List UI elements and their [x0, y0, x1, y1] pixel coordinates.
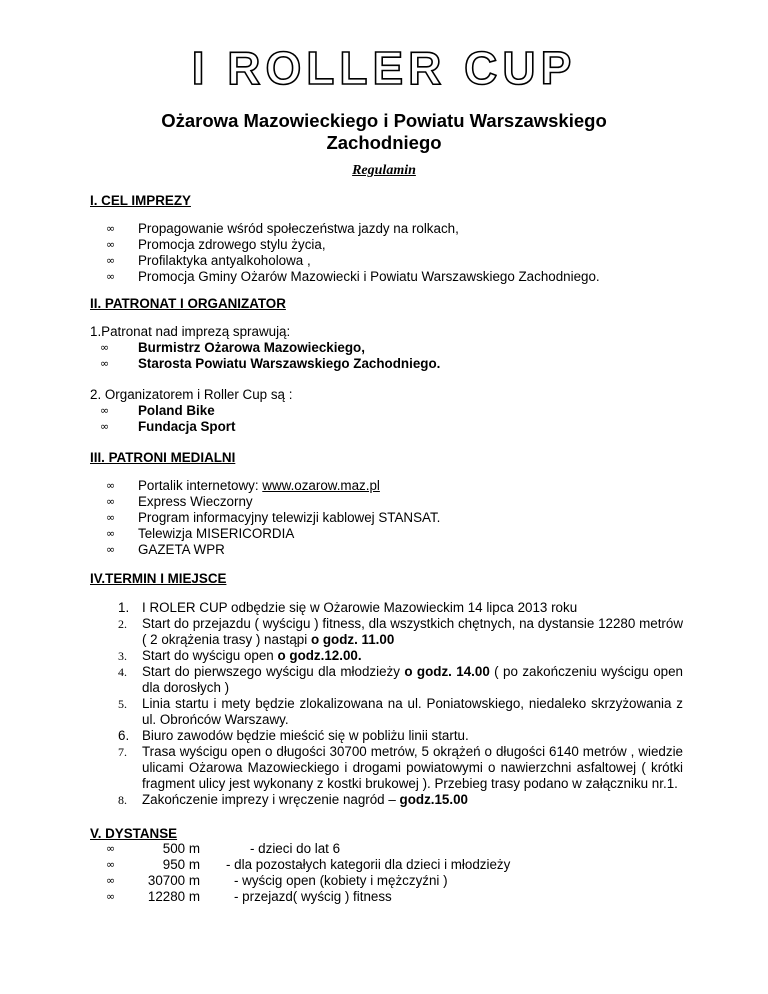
infinity-bullet-icon: ∞ [100, 420, 110, 433]
list-item: ∞ Propagowanie wśród społeczeństwa jazdy na rolkach, [106, 221, 459, 236]
list-item: ∞ Express Wieczorny [106, 494, 253, 509]
section-media-title: III. PATRONI MEDIALNI [90, 450, 236, 465]
infinity-bullet-icon: ∞ [100, 341, 110, 354]
subtitle-line-2: Zachodniego [326, 132, 442, 153]
list-item: 3. Start do wyścigu open o godz.12.00. [118, 648, 362, 663]
infinity-bullet-icon: ∞ [106, 254, 116, 267]
list-item: ∞ GAZETA WPR [106, 542, 225, 557]
infinity-bullet-icon: ∞ [106, 238, 116, 251]
list-item: ∞ Telewizja MISERICORDIA [106, 526, 295, 541]
infinity-bullet-icon: ∞ [106, 858, 116, 871]
infinity-bullet-icon: ∞ [100, 404, 110, 417]
list-item: 7. Trasa wyścigu open o długości 30700 metrów, 5 okrążeń o długości 6140 metrów , wiedzie ulicami Ożarowa Mazowieckiego i drogami powiatowymi o nawierzchni asfaltowej ( krótki fragment ulicy jest wykonany z kostki brukowej ). Przebieg trasy podano w załączniku nr.1. [118, 744, 683, 791]
list-item: ∞ Poland Bike [100, 403, 215, 418]
list-item: ∞ Burmistrz Ożarowa Mazowieckiego, [100, 340, 365, 355]
cel-list [106, 221, 600, 285]
list-item: 6. Biuro zawodów będzie mieścić się w pobliżu linii startu. [118, 728, 469, 743]
roller-cup-logo [0, 46, 768, 92]
list-item: 2. Start do przejazdu ( wyścigu ) fitness, dla wszystkich chętnych, na dystansie 12280 metrów ( 2 okrążenia trasy ) nastąpi o godz. 11.00 [118, 616, 683, 647]
organizers-list [100, 403, 235, 435]
patronat-intro: 1.Patronat nad imprezą sprawują: [90, 324, 291, 339]
infinity-bullet-icon: ∞ [106, 222, 116, 235]
infinity-bullet-icon: ∞ [106, 527, 116, 540]
section-termin-title: IV.TERMIN I MIEJSCE [90, 571, 227, 586]
regulamin-heading: Regulamin [352, 163, 416, 178]
section-cel-title: I. CEL IMPREZY [90, 193, 191, 208]
list-item: ∞ Starosta Powiatu Warszawskiego Zachodniego. [100, 356, 441, 371]
infinity-bullet-icon: ∞ [106, 511, 116, 524]
list-item: ∞ Program informacyjny telewizji kablowej STANSAT. [106, 510, 441, 525]
infinity-bullet-icon: ∞ [106, 543, 116, 556]
list-item: 5. Linia startu i mety będzie zlokalizowana na ul. Poniatowskiego, niedaleko skrzyżowania z ul. Obrońców Warszawy. [118, 696, 683, 727]
document-page: I ROLLER CUP Ożarowa Mazowieckiego i Powiatu Warszawskiego Zachodniego Regulamin I. CEL IMPREZY ∞ Propagowanie wśród społeczeństwa jazdy na rolkach, ∞ Promocja zdrowego stylu życia, ∞ Profilaktyka antyalkoholowa , ∞ Promocja Gminy Ożarów Mazowiecki i Powiatu Warszawskiego Zachodniego. II. PATRONAT I ORGANIZATOR 1.Patronat nad imprezą sprawują: ∞ Burmistrz Ożarowa Mazowieckiego, ∞ Starosta Powiatu Warszawskiego Zachodniego. 2. Organizatorem i Roller Cup są : ∞ Poland Bike ∞ Fundacja Sport III. PATRONI MEDIALNI ∞ Portalik internetowy: www.ozarow.maz.pl ∞ Express Wieczorny ∞ Program informacyjny telewizji kablowej STANSAT. ∞ Telewizja MISERICORDIA ∞ GAZETA WPR IV.TERMIN I MIEJSCE 1. I ROLER CUP odbędzie się w Ożarowie Mazowieckim 14 lipca 2013 roku 2. Start do przejazdu ( wyścigu ) fitness, dla wszystkich chętnych, na dystansie 12280 metrów ( 2 okrążenia trasy ) nastąpi o godz. 11.00 3. Start do wyścigu open o godz.12.00. 4. Start do pierwszego wyścigu dla młodzieży o godz. 14.00 ( po zakończeniu wyścigu open dla dorosłych ) 5. Linia startu i mety będzie zlokalizowana na ul. Poniatowskiego, niedaleko skrzyżowania z ul. Obrońców Warszawy. 6. Biuro zawodów będzie mieścić się w pobliżu linii startu. 7. Trasa wyścigu open o długości 30700 metrów, 5 okrążeń o długości 6140 metrów , wiedzie ulicami Ożarowa Mazowieckiego i drogami powiatowymi o nawierzchni asfaltowej ( krótki fragment ulicy jest wykonany z kostki brukowej ). Przebieg trasy podano w załączniku nr.1. 8. Zakończenie imprezy i wręczenie nagród – godz.15.00 V. DYSTANSE ∞ 500 m - dzieci do lat 6 ∞ 950 m - dla pozostałych kategorii dla dzieci i młodzieży ∞ 30700 m - wyścig open (kobiety i mężczyźni ) ∞ 12280 m - przejazd( wyścig ) fitness [0, 0, 768, 994]
list-item: ∞ Portalik internetowy: www.ozarow.maz.pl [106, 478, 380, 493]
logo-text: I ROLLER CUP [191, 46, 577, 92]
document-subtitle [90, 110, 678, 154]
list-item: 8. Zakończenie imprezy i wręczenie nagród – godz.15.00 [118, 792, 468, 807]
list-item: ∞ Profilaktyka antyalkoholowa , [106, 253, 311, 268]
infinity-bullet-icon: ∞ [106, 270, 116, 283]
infinity-bullet-icon: ∞ [106, 874, 116, 887]
list-item: 1. I ROLER CUP odbędzie się w Ożarowie Mazowieckim 14 lipca 2013 roku [118, 600, 578, 615]
list-item: 4. Start do pierwszego wyścigu dla młodzieży o godz. 14.00 ( po zakończeniu wyścigu open dla dorosłych ) [118, 664, 683, 695]
infinity-bullet-icon: ∞ [106, 890, 116, 903]
termin-list [118, 600, 683, 808]
organizer-intro: 2. Organizatorem i Roller Cup są : [90, 387, 293, 402]
infinity-bullet-icon: ∞ [106, 495, 116, 508]
media-list [106, 478, 440, 558]
list-item: ∞ Promocja Gminy Ożarów Mazowiecki i Powiatu Warszawskiego Zachodniego. [106, 269, 600, 284]
section-patronat-title: II. PATRONAT I ORGANIZATOR [90, 296, 286, 311]
section-dystanse-title: V. DYSTANSE [90, 826, 178, 841]
list-item: ∞ Fundacja Sport [100, 419, 236, 434]
list-item: ∞ Promocja zdrowego stylu życia, [106, 237, 326, 252]
subtitle-line-1: Ożarowa Mazowieckiego i Powiatu Warszawskiego [161, 110, 607, 131]
infinity-bullet-icon: ∞ [100, 357, 110, 370]
patrons-list [100, 340, 440, 372]
infinity-bullet-icon: ∞ [106, 479, 116, 492]
portal-link[interactable]: www.ozarow.maz.pl [262, 478, 380, 493]
infinity-bullet-icon: ∞ [106, 842, 116, 855]
